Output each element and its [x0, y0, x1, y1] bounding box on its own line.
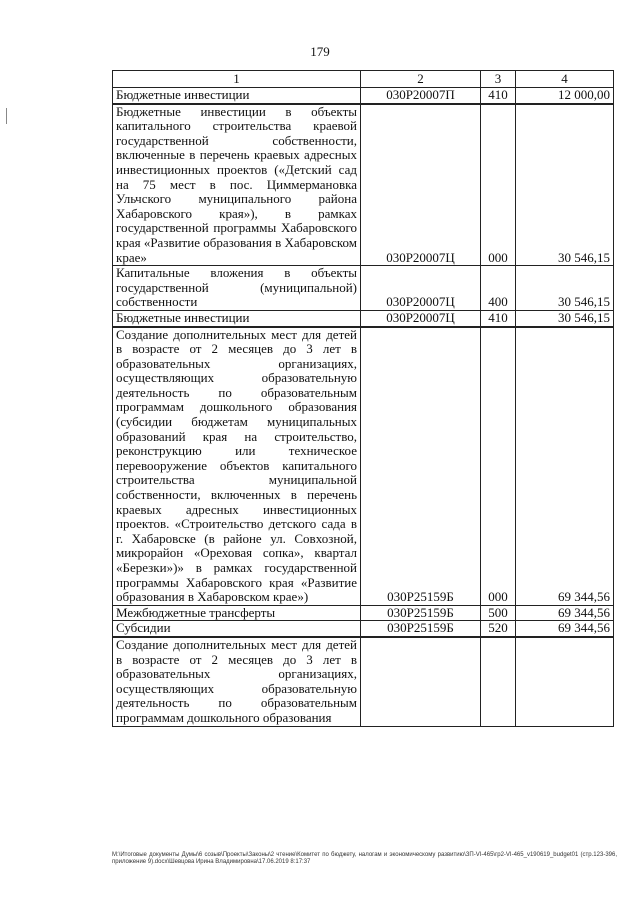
- row-kind: 520: [481, 621, 516, 637]
- table-header-row: [113, 71, 614, 88]
- row-kind: 400: [481, 266, 516, 311]
- table-row: [113, 637, 614, 726]
- row-kind: 000: [481, 104, 516, 266]
- row-amount: 30 546,15: [516, 310, 614, 326]
- row-kind: [481, 637, 516, 726]
- table-row: [113, 621, 614, 637]
- row-amount: 69 344,56: [516, 621, 614, 637]
- row-kind: 500: [481, 605, 516, 621]
- column-header-code: 2: [361, 71, 481, 88]
- page-number: 179: [310, 44, 330, 59]
- margin-mark: [6, 108, 7, 124]
- row-code: 030Р25159Б: [361, 621, 481, 637]
- row-amount: 69 344,56: [516, 605, 614, 621]
- row-amount: 69 344,56: [516, 327, 614, 606]
- table-row: [113, 88, 614, 104]
- row-name: Бюджетные инвестиции: [113, 88, 361, 104]
- row-code: [361, 637, 481, 726]
- table-row: [113, 104, 614, 266]
- row-code: 030Р20007Ц: [361, 310, 481, 326]
- row-name: Создание дополнительных мест для детей в возрасте от 2 месяцев до 3 лет в образовательных организациях, осуществляющих образовательную деятельность по образовательным программам дошкольного образования: [113, 637, 361, 726]
- row-name: Субсидии: [113, 621, 361, 637]
- row-name: Создание дополнительных мест для детей в возрасте от 2 месяцев до 3 лет в образовательных организациях, осуществляющих образовательную деятельность по образовательным программам дошкольного образования (субсидии бюджетам муниципальных образований края на строительство, реконструкцию или техническое перевооружение объектов капитального строительства муниципальной собственности, включенных в перечень краевых адресных инвестиционных проектов. «Строительство детского сада в г. Хабаровске (в районе ул. Совхозной, микрорайон «Ореховая сопка», квартал «Березки»)» в рамках государственной программы Хабаровского края «Развитие образования в Хабаровском крае»): [113, 327, 361, 606]
- column-header-amount: 4: [516, 71, 614, 88]
- row-kind: 410: [481, 88, 516, 104]
- budget-table: [112, 70, 614, 727]
- document-path-footer: М:\Итоговые документы Думы\6 созыв\Проекты\Законы\2 чтение\Комитет по бюджету, налогам и экономическому развитию\ЗП-VI-465\гр2-VI-465_v190619_budget01 (стр.123-396, приложение 9).docx\Шевцова Ирина Владимировна\17.06.2019 8:17:37: [112, 852, 617, 866]
- row-name: Межбюджетные трансферты: [113, 605, 361, 621]
- row-kind: 410: [481, 310, 516, 326]
- row-kind: 000: [481, 327, 516, 606]
- table-row: [113, 310, 614, 326]
- row-code: 030Р25159Б: [361, 605, 481, 621]
- column-header-kind: 3: [481, 71, 516, 88]
- column-header-name: 1: [113, 71, 361, 88]
- row-code: 030Р25159Б: [361, 327, 481, 606]
- row-amount: 12 000,00: [516, 88, 614, 104]
- row-amount: 30 546,15: [516, 104, 614, 266]
- row-amount: [516, 637, 614, 726]
- row-name: Бюджетные инвестиции: [113, 310, 361, 326]
- row-amount: 30 546,15: [516, 266, 614, 311]
- row-code: 030Р20007П: [361, 88, 481, 104]
- table-row: [113, 327, 614, 606]
- table-row: [113, 605, 614, 621]
- row-code: 030Р20007Ц: [361, 104, 481, 266]
- row-name: Бюджетные инвестиции в объекты капитального строительства краевой государственной собственности, включенные в перечень краевых адресных инвестиционных проектов («Детский сад на 75 мест в пос. Циммермановка Ульчского муниципального района Хабаровского края»), в рамках государственной программы Хабаровского края «Развитие образования в Хабаровском крае»: [113, 104, 361, 266]
- row-code: 030Р20007Ц: [361, 266, 481, 311]
- row-name: Капитальные вложения в объекты государственной (муниципальной) собственности: [113, 266, 361, 311]
- table-row: [113, 266, 614, 311]
